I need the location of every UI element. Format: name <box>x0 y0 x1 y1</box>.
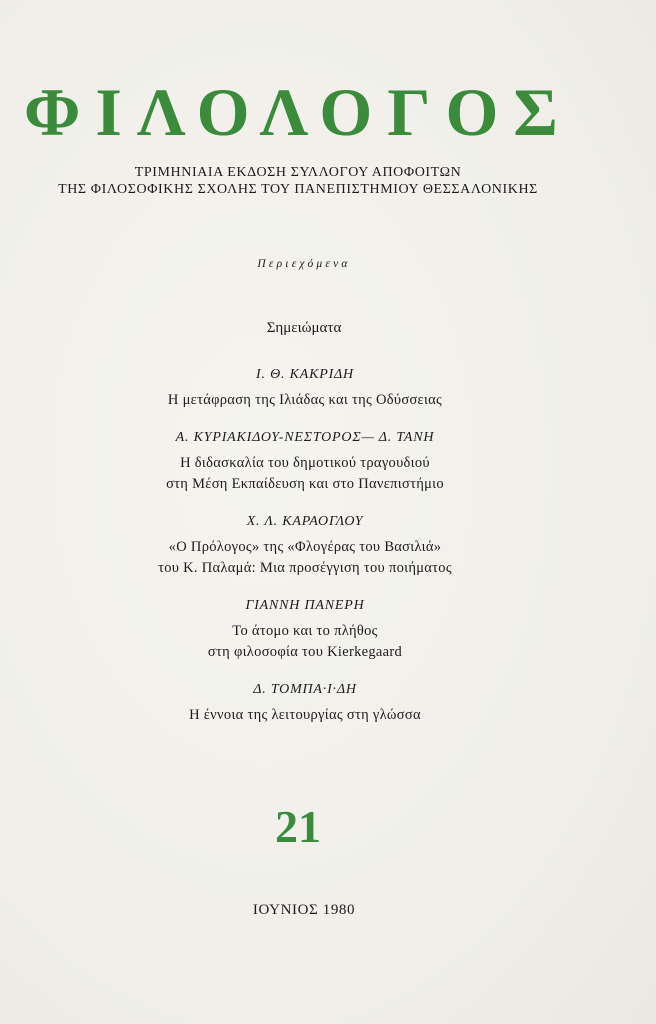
toc-entry <box>0 429 610 495</box>
entry-author: ΓΙΑΝΝΗ ΠΑΝΕΡΗ <box>245 598 365 613</box>
entry-title-line: Η μετάφραση της Ιλιάδας και της Οδύσσειας <box>167 392 443 408</box>
toc-entry <box>0 597 610 663</box>
toc-entry <box>0 366 610 411</box>
entry-title-line: στη Μέση Εκπαίδευση και στο Πανεπιστήμιο <box>166 476 444 492</box>
entry-title-line: Το άτομο και το πλήθος <box>232 623 378 639</box>
issue-number: 21 <box>275 801 321 852</box>
section-heading: Σημειώματα <box>266 320 342 336</box>
entry-author: Χ. Λ. ΚΑΡΑΟΓΛΟΥ <box>246 514 364 529</box>
journal-subtitle <box>30 164 566 198</box>
issue-date: ΙΟΥΝΙΟΣ 1980 <box>252 902 356 918</box>
toc-entry <box>0 513 610 579</box>
entry-author: Δ. ΤΟΜΠΑ·Ι·ΔΗ <box>253 682 357 697</box>
entry-title-line: στη φιλοσοφία του Kierkegaard <box>207 644 403 660</box>
entry-title-line: του Κ. Παλαμά: Μια προσέγγιση του ποιήματος <box>158 560 452 576</box>
entry-title-line: Η έννοια της λειτουργίας στη γλώσσα <box>189 707 421 723</box>
entry-author: Ι. Θ. ΚΑΚΡΙΔΗ <box>256 367 354 382</box>
entry-title-line: Η διδασκαλία του δημοτικού τραγουδιού <box>180 455 430 471</box>
table-of-contents <box>0 366 610 744</box>
entry-title-line: «Ο Πρόλογος» της «Φλογέρας του Βασιλιά» <box>168 539 442 555</box>
toc-entry <box>0 681 610 726</box>
subtitle-line-2: ΤΗΣ ΦΙΛΟΣΟΦΙΚΗΣ ΣΧΟΛΗΣ ΤΟΥ ΠΑΝΕΠΙΣΤΗΜΙΟΥ ΘΕΣΣΑΛΟΝΙΚΗΣ <box>58 182 538 197</box>
contents-label: Περιεχόμενα <box>257 258 351 270</box>
subtitle-line-1: ΤΡΙΜΗΝΙΑΙΑ ΕΚΔΟΣΗ ΣΥΛΛΟΓΟΥ ΑΠΟΦΟΙΤΩΝ <box>134 165 462 180</box>
entry-author: Α. ΚΥΡΙΑΚΙΔΟΥ-ΝΕΣΤΟΡΟΣ— Δ. ΤΑΝΗ <box>175 430 435 445</box>
journal-title: ΦΙΛΟΛΟΓΟΣ <box>24 74 573 150</box>
